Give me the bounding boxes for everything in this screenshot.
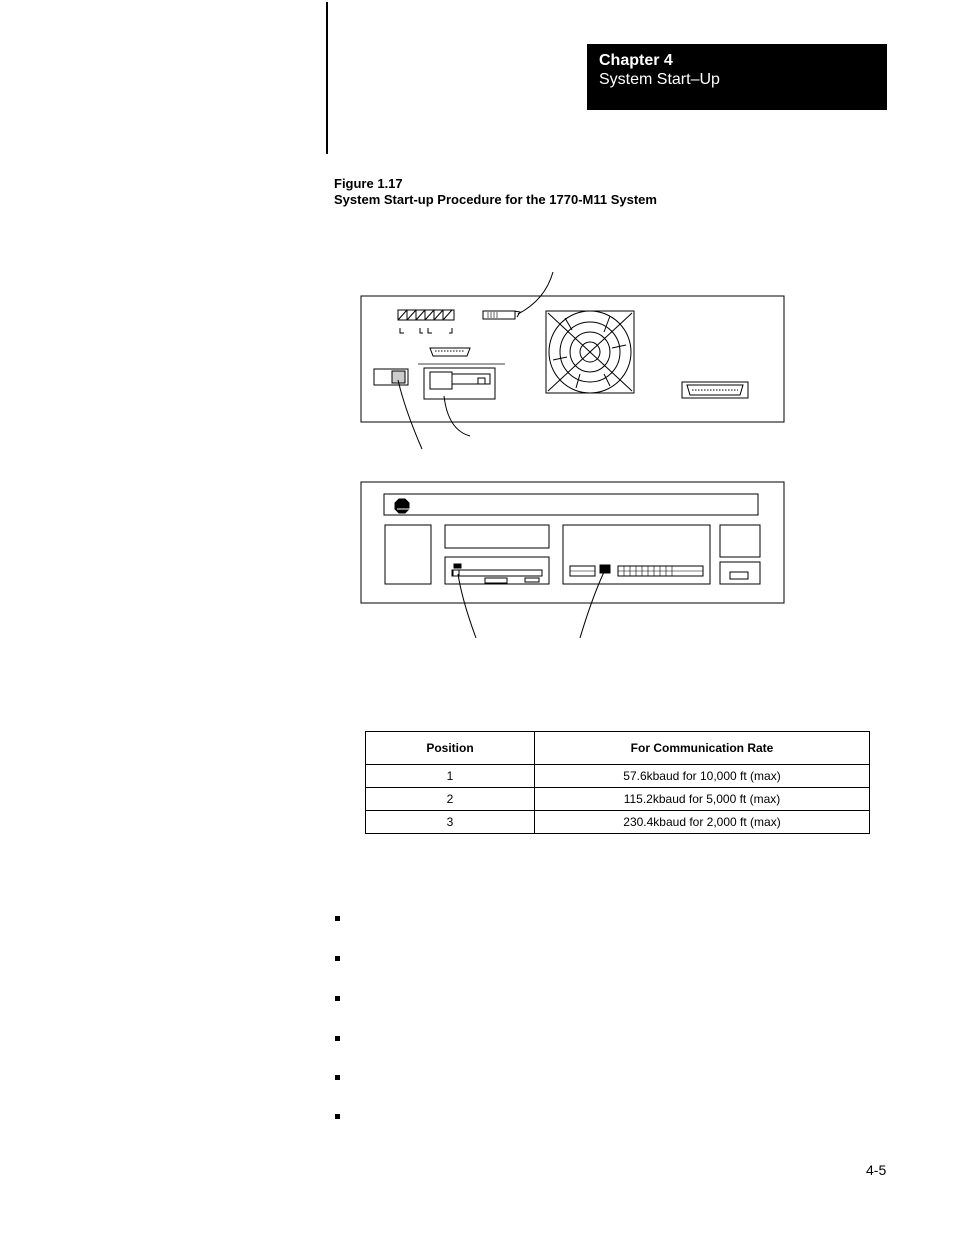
fan-grill <box>546 311 634 393</box>
power-button-icon <box>395 499 409 513</box>
bullet-icon <box>335 1036 340 1041</box>
bullet-icon <box>335 1075 340 1080</box>
chapter-title: System Start–Up <box>599 71 720 88</box>
table-row <box>366 788 870 811</box>
bullet-icon <box>335 1114 340 1119</box>
terminal-block <box>398 310 454 333</box>
leader-line <box>444 396 470 436</box>
bullet-icon <box>335 916 340 921</box>
table-cell: 2 <box>366 788 535 811</box>
table-cell: 57.6kbaud for 10,000 ft (max) <box>535 765 870 788</box>
table-row <box>366 811 870 834</box>
figure-number: Figure 1.17 <box>334 176 403 191</box>
bullet-icon <box>335 956 340 961</box>
db-connector <box>430 348 470 356</box>
leader-line <box>518 272 553 314</box>
table-cell: 115.2kbaud for 5,000 ft (max) <box>535 788 870 811</box>
column-header-position: Position <box>366 732 535 765</box>
parallel-connector <box>682 382 748 398</box>
table-row <box>366 765 870 788</box>
figure-title: System Start-up Procedure for the 1770-M11 System <box>334 192 657 207</box>
front-panel <box>361 482 784 603</box>
rear-panel <box>361 296 784 422</box>
leader-line <box>398 380 422 449</box>
table-cell: 1 <box>366 765 535 788</box>
display-panel <box>563 525 710 584</box>
communication-rate-table <box>365 731 870 834</box>
page-number: 4-5 <box>866 1162 887 1178</box>
chapter-number: Chapter 4 <box>599 52 673 69</box>
table-cell: 230.4kbaud for 2,000 ft (max) <box>535 811 870 834</box>
leader-line <box>580 572 604 638</box>
bullet-icon <box>335 996 340 1001</box>
table-cell: 3 <box>366 811 535 834</box>
column-header-rate: For Communication Rate <box>535 732 870 765</box>
table-header-row <box>366 732 870 765</box>
